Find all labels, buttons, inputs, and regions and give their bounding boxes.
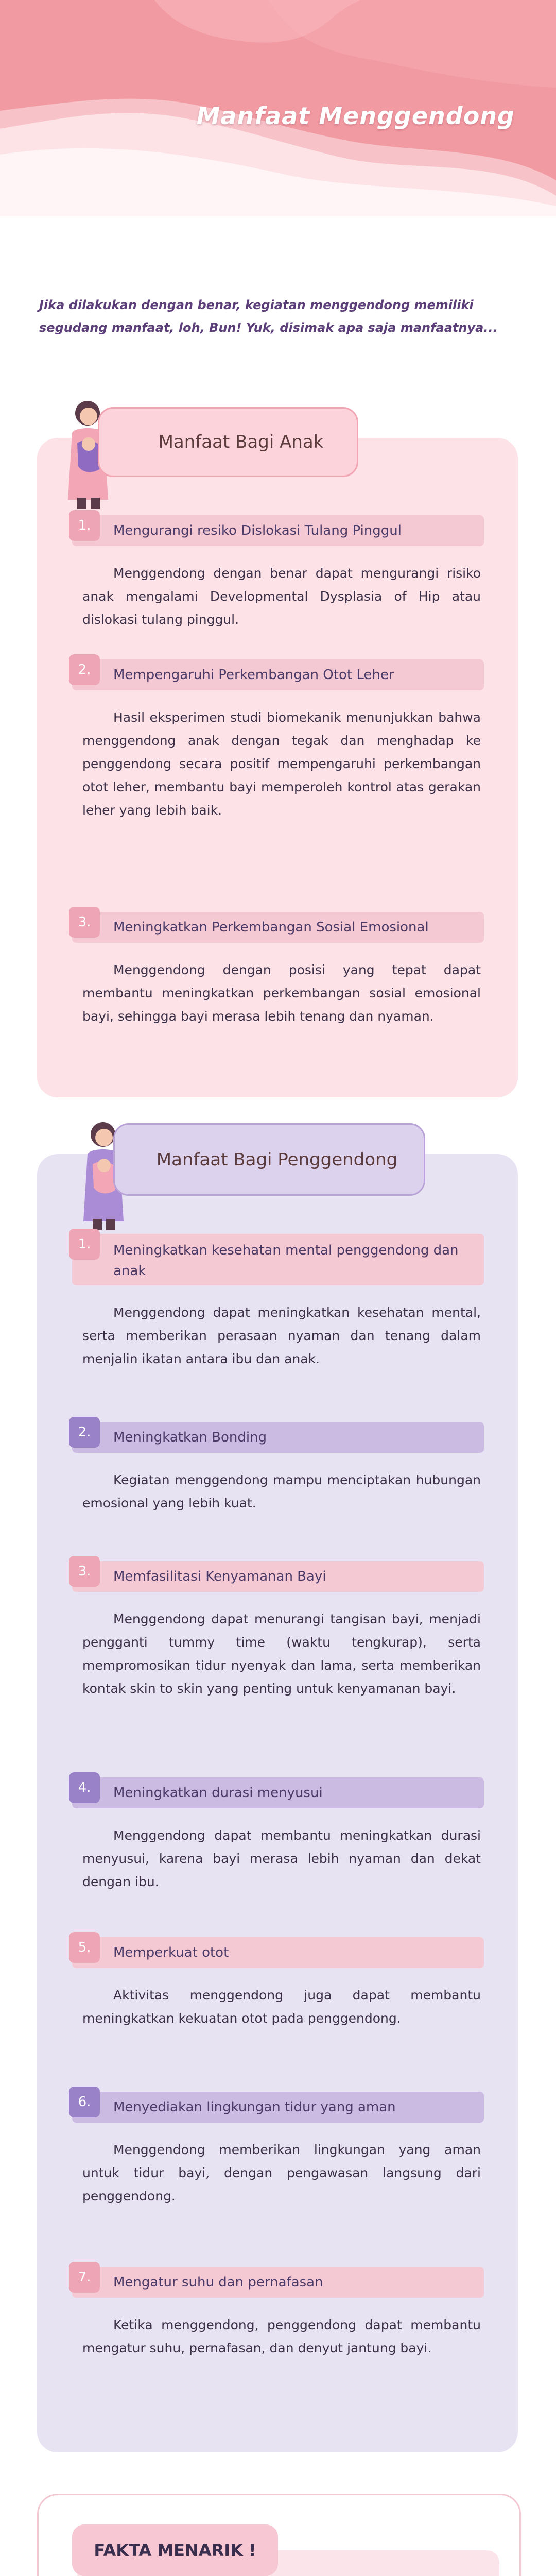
penggendong-item-6-number: 6. bbox=[69, 2087, 100, 2117]
penggendong-item-4-header bbox=[72, 1777, 484, 1808]
page-title: Manfaat Menggendong bbox=[196, 102, 515, 130]
anak-item-2-header bbox=[72, 659, 484, 690]
section-penggendong-title-banner bbox=[113, 1123, 425, 1196]
penggendong-item-7 bbox=[72, 2267, 484, 2360]
anak-item-3 bbox=[72, 912, 484, 1028]
penggendong-item-5-number: 5. bbox=[69, 1932, 100, 1963]
penggendong-item-1-number: 1. bbox=[69, 1229, 100, 1260]
anak-item-3-label: Meningkatkan Perkembangan Sosial Emosional bbox=[113, 920, 429, 935]
penggendong-item-5-header bbox=[72, 1937, 484, 1968]
penggendong-item-3-label: Memfasilitasi Kenyamanan Bayi bbox=[113, 1569, 326, 1584]
anak-item-3-header bbox=[72, 912, 484, 943]
penggendong-item-2 bbox=[72, 1422, 484, 1515]
penggendong-item-1-label: Meningkatkan kesehatan mental penggendong dan anak bbox=[113, 1243, 459, 1279]
penggendong-item-6-header bbox=[72, 2092, 484, 2123]
penggendong-item-6-text: Menggendong memberikan lingkungan yang aman untuk tidur bayi, dengan pengawasan langsung dari penggendong. bbox=[82, 2142, 481, 2204]
fakta-title-badge bbox=[72, 2524, 278, 2576]
penggendong-item-2-header bbox=[72, 1422, 484, 1453]
penggendong-item-4 bbox=[72, 1777, 484, 1893]
penggendong-item-6 bbox=[72, 2092, 484, 2208]
penggendong-item-5-label: Memperkuat otot bbox=[113, 1945, 229, 1960]
anak-item-1-header bbox=[72, 515, 484, 546]
penggendong-item-7-number: 7. bbox=[69, 2262, 100, 2293]
penggendong-item-5-text: Aktivitas menggendong juga dapat membantu meningkatkan kekuatan otot pada penggendong. bbox=[82, 1988, 481, 2026]
anak-item-1-label: Mengurangi resiko Dislokasi Tulang Pinggul bbox=[113, 523, 402, 538]
anak-item-1 bbox=[72, 515, 484, 631]
penggendong-item-5 bbox=[72, 1937, 484, 2030]
penggendong-item-1-header bbox=[72, 1234, 484, 1285]
anak-item-3-text: Menggendong dengan posisi yang tepat dapat membantu meningkatkan perkembangan sosial emosional bayi, sehingga bayi merasa lebih tenang dan nyaman. bbox=[82, 962, 481, 1024]
penggendong-item-2-label: Meningkatkan Bonding bbox=[113, 1430, 267, 1445]
penggendong-item-1-text: Menggendong dapat meningkatkan kesehatan mental, serta memberikan perasaan nyaman dan tenang dalam menjalin ikatan antara ibu dan anak. bbox=[82, 1305, 481, 1366]
anak-item-2-number: 2. bbox=[69, 654, 100, 685]
fakta-title: FAKTA MENARIK ! bbox=[94, 2540, 256, 2560]
penggendong-item-7-header bbox=[72, 2267, 484, 2298]
penggendong-item-3-number: 3. bbox=[69, 1556, 100, 1587]
anak-item-2-label: Mempengaruhi Perkembangan Otot Leher bbox=[113, 667, 394, 683]
intro-text: Jika dilakukan dengan benar, kegiatan menggendong memiliki segudang manfaat, loh, Bun! Yuk, disimak apa saja manfaatnya... bbox=[39, 298, 498, 335]
anak-item-1-number: 1. bbox=[69, 510, 100, 541]
section-penggendong-title: Manfaat Bagi Penggendong bbox=[156, 1149, 398, 1170]
anak-item-1-text: Menggendong dengan benar dapat mengurangi risiko anak mengalami Developmental Dysplasia of Hip atau dislokasi tulang pinggul. bbox=[82, 566, 481, 627]
anak-item-2 bbox=[72, 659, 484, 822]
penggendong-item-3 bbox=[72, 1561, 484, 1700]
header bbox=[0, 0, 556, 216]
penggendong-item-6-label: Menyediakan lingkungan tidur yang aman bbox=[113, 2099, 396, 2115]
penggendong-item-3-header bbox=[72, 1561, 484, 1592]
anak-item-3-number: 3. bbox=[69, 907, 100, 938]
section-anak-title: Manfaat Bagi Anak bbox=[158, 432, 324, 452]
penggendong-item-1 bbox=[72, 1234, 484, 1370]
penggendong-item-7-label: Mengatur suhu dan pernafasan bbox=[113, 2275, 323, 2290]
penggendong-item-4-text: Menggendong dapat membantu meningkatkan durasi menyusui, karena bayi merasa lebih nyaman dan dekat dengan ibu. bbox=[82, 1828, 481, 1889]
anak-item-2-text: Hasil eksperimen studi biomekanik menunjukkan bahwa menggendong anak dengan tegak dan menghadap ke penggendong secara positif mempengaruhi perkembangan otot leher, membantu bayi memperoleh kontrol atas gerakan leher yang lebih baik. bbox=[82, 710, 481, 818]
penggendong-item-3-text: Menggendong dapat menurangi tangisan bayi, menjadi pengganti tummy time (waktu tengkurap), serta mempromosikan tidur nyenyak dan lama, serta memberikan kontak skin to skin yang penting untuk kenyamanan bayi. bbox=[82, 1612, 481, 1696]
penggendong-item-2-text: Kegiatan menggendong mampu menciptakan hubungan emosional yang lebih kuat. bbox=[82, 1472, 481, 1511]
penggendong-item-4-number: 4. bbox=[69, 1772, 100, 1803]
penggendong-item-7-text: Ketika menggendong, penggendong dapat membantu mengatur suhu, pernafasan, dan denyut jantung bayi. bbox=[82, 2317, 481, 2355]
penggendong-item-2-number: 2. bbox=[69, 1417, 100, 1448]
section-anak-title-banner bbox=[98, 407, 358, 477]
penggendong-item-4-label: Meningkatkan durasi menyusui bbox=[113, 1785, 323, 1801]
